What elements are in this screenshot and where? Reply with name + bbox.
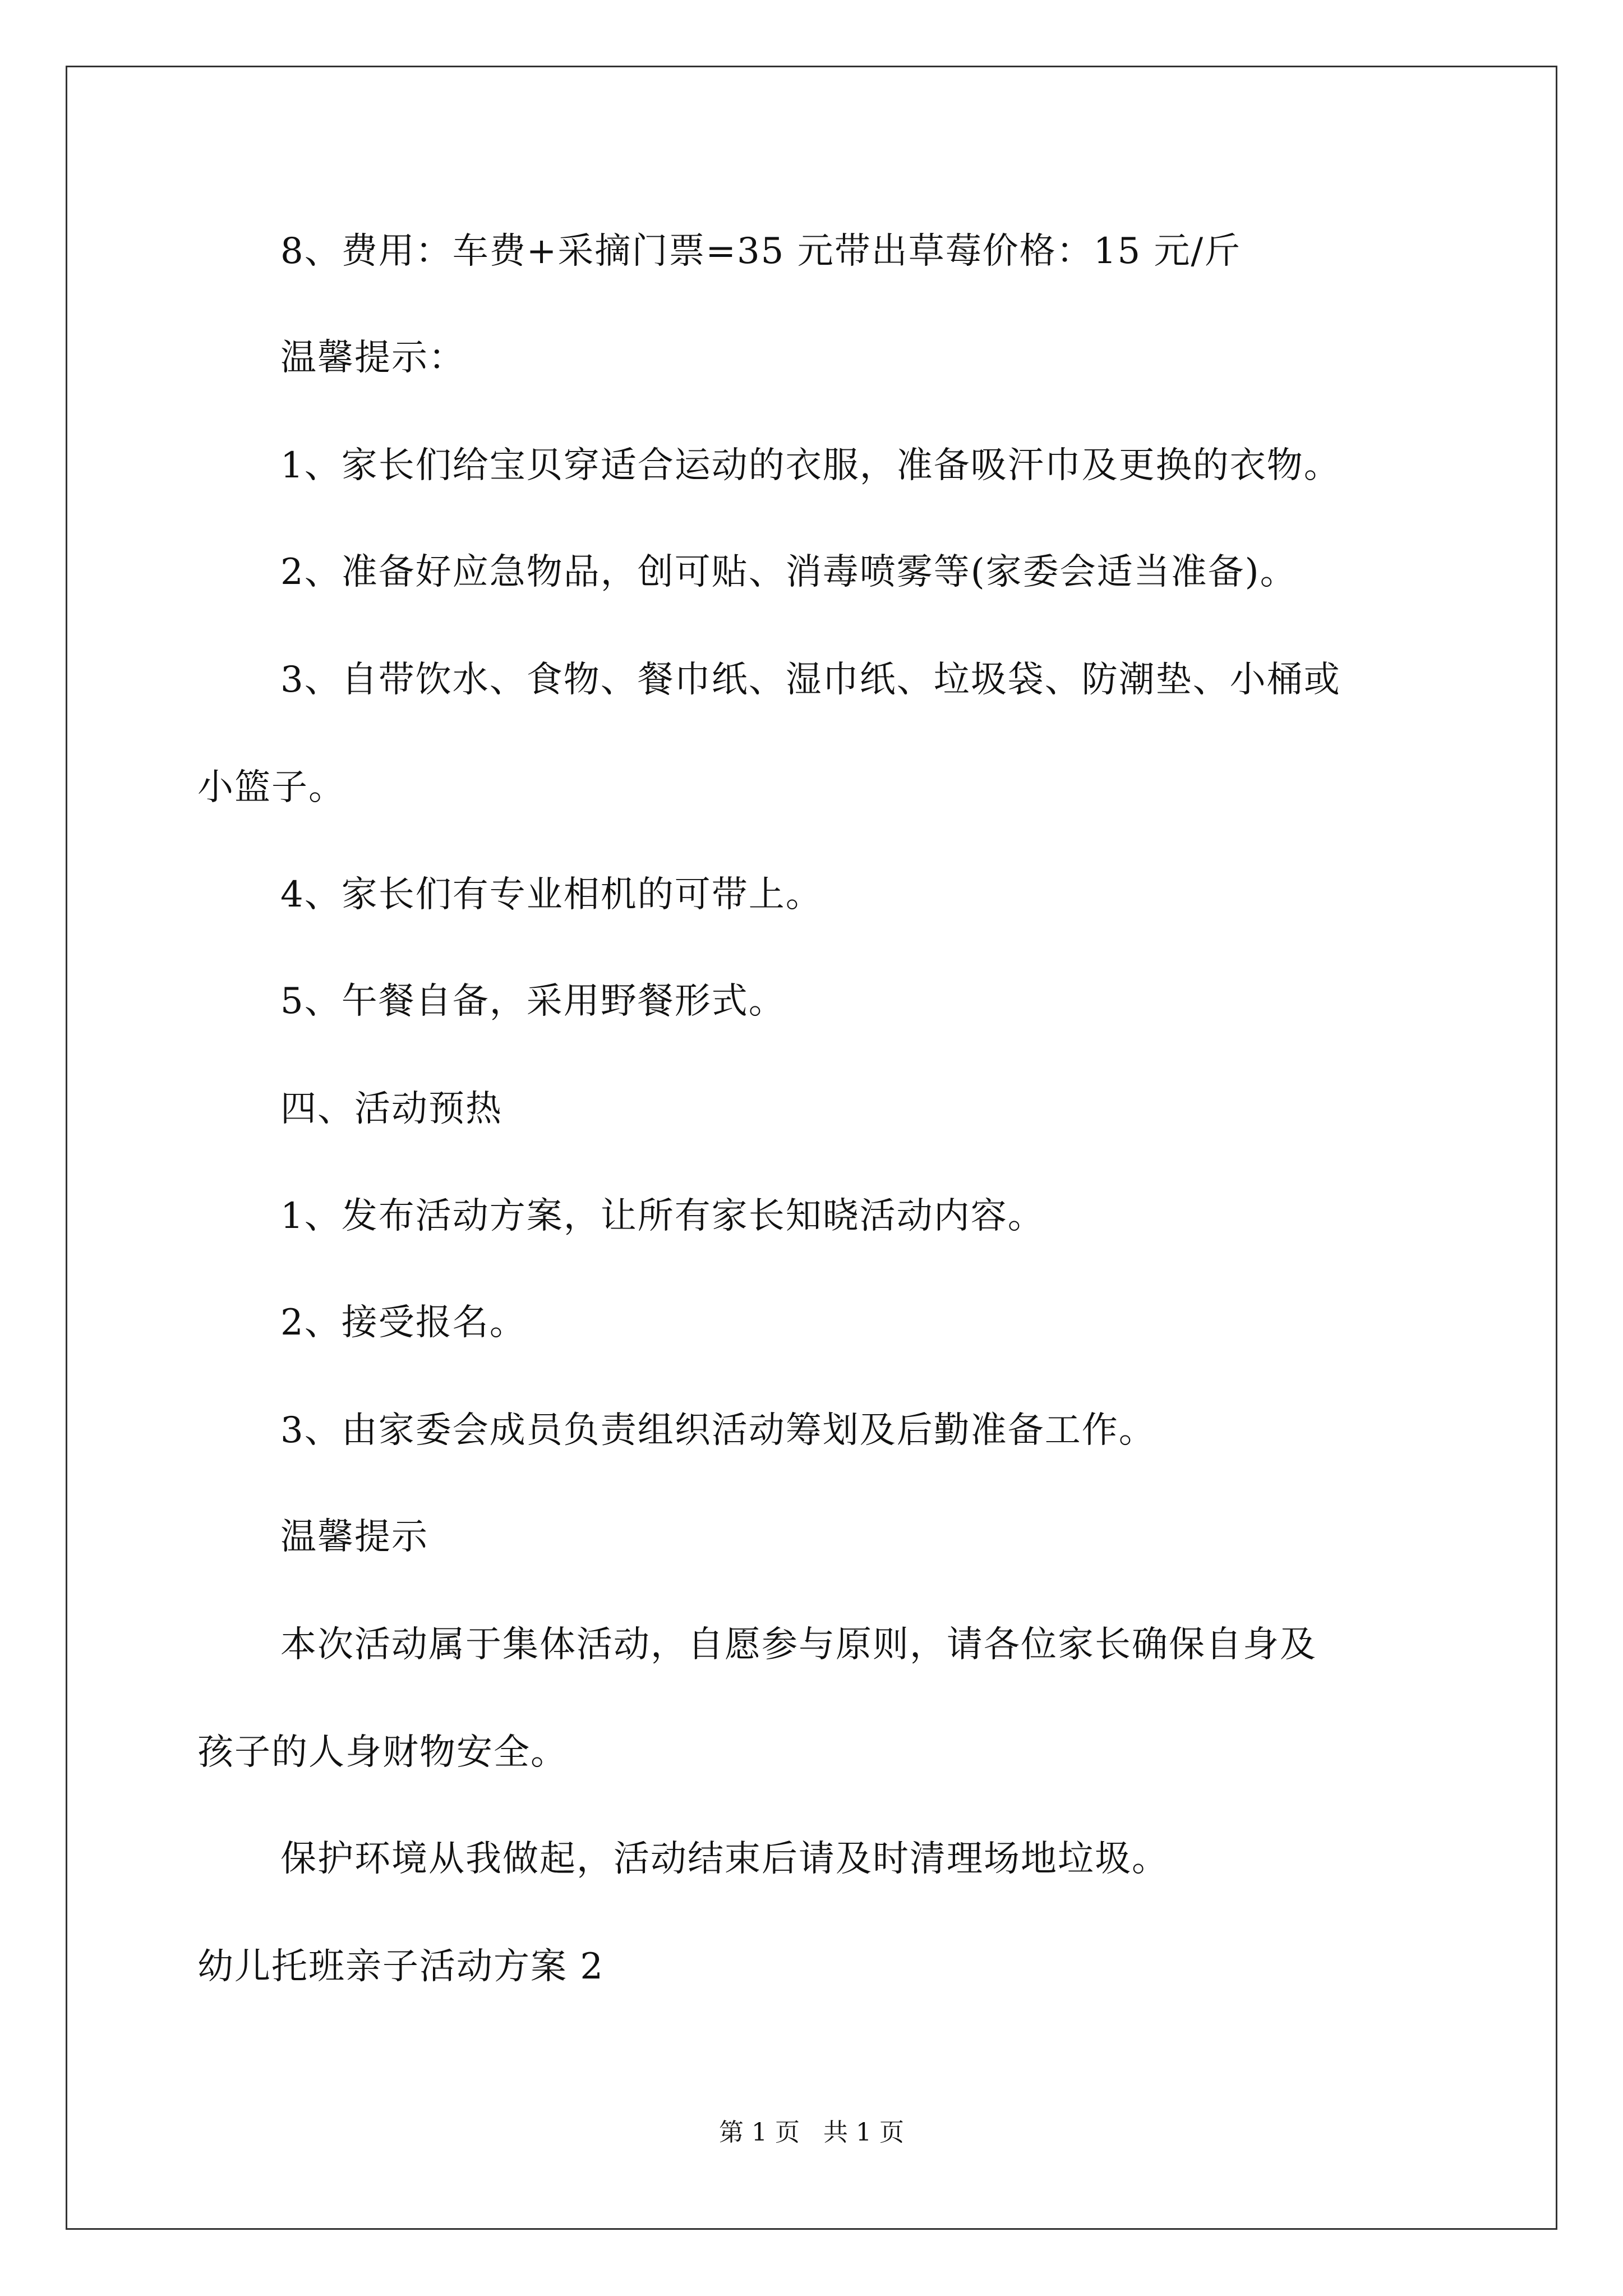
text-line-warmup-3: 3、由家委会成员负责组织活动筹划及后勤准备工作。 — [280, 1410, 1156, 1451]
page-frame — [66, 66, 1557, 2230]
text-line-tip-4: 4、家长们有专业相机的可带上。 — [280, 874, 823, 915]
text-line-environment: 保护环境从我做起，活动结束后请及时清理场地垃圾。 — [280, 1838, 1169, 1880]
text-line-tip-3: 3、自带饮水、食物、餐巾纸、湿巾纸、垃圾袋、防潮垫、小桶或 — [280, 659, 1341, 701]
text-line-tip-2: 2、准备好应急物品，创可贴、消毒喷雾等(家委会适当准备)。 — [280, 551, 1297, 593]
page-number-footer: 第 1 页 共 1 页 — [719, 2118, 904, 2147]
text-line-warmup-1: 1、发布活动方案，让所有家长知晓活动内容。 — [280, 1195, 1045, 1237]
text-line-tip-3-cont: 小篮子。 — [197, 767, 345, 808]
text-line-tips-heading-2: 温馨提示 — [280, 1516, 428, 1558]
text-line-section-4: 四、活动预热 — [280, 1088, 502, 1130]
text-line-tip-5: 5、午餐自备，采用野餐形式。 — [280, 981, 786, 1022]
text-line-safety: 本次活动属于集体活动，自愿参与原则，请各位家长确保自身及 — [280, 1624, 1317, 1665]
text-line-tips-heading: 温馨提示： — [280, 337, 465, 379]
text-line-fee: 8、费用：车费+采摘门票=35 元带出草莓价格：15 元/斤 — [280, 231, 1242, 272]
text-line-tip-1: 1、家长们给宝贝穿适合运动的衣服，准备吸汗巾及更换的衣物。 — [280, 445, 1341, 486]
text-line-plan-2-title: 幼儿托班亲子活动方案 2 — [197, 1946, 605, 1987]
text-line-warmup-2: 2、接受报名。 — [280, 1302, 527, 1343]
text-line-safety-cont: 孩子的人身财物安全。 — [197, 1732, 568, 1773]
